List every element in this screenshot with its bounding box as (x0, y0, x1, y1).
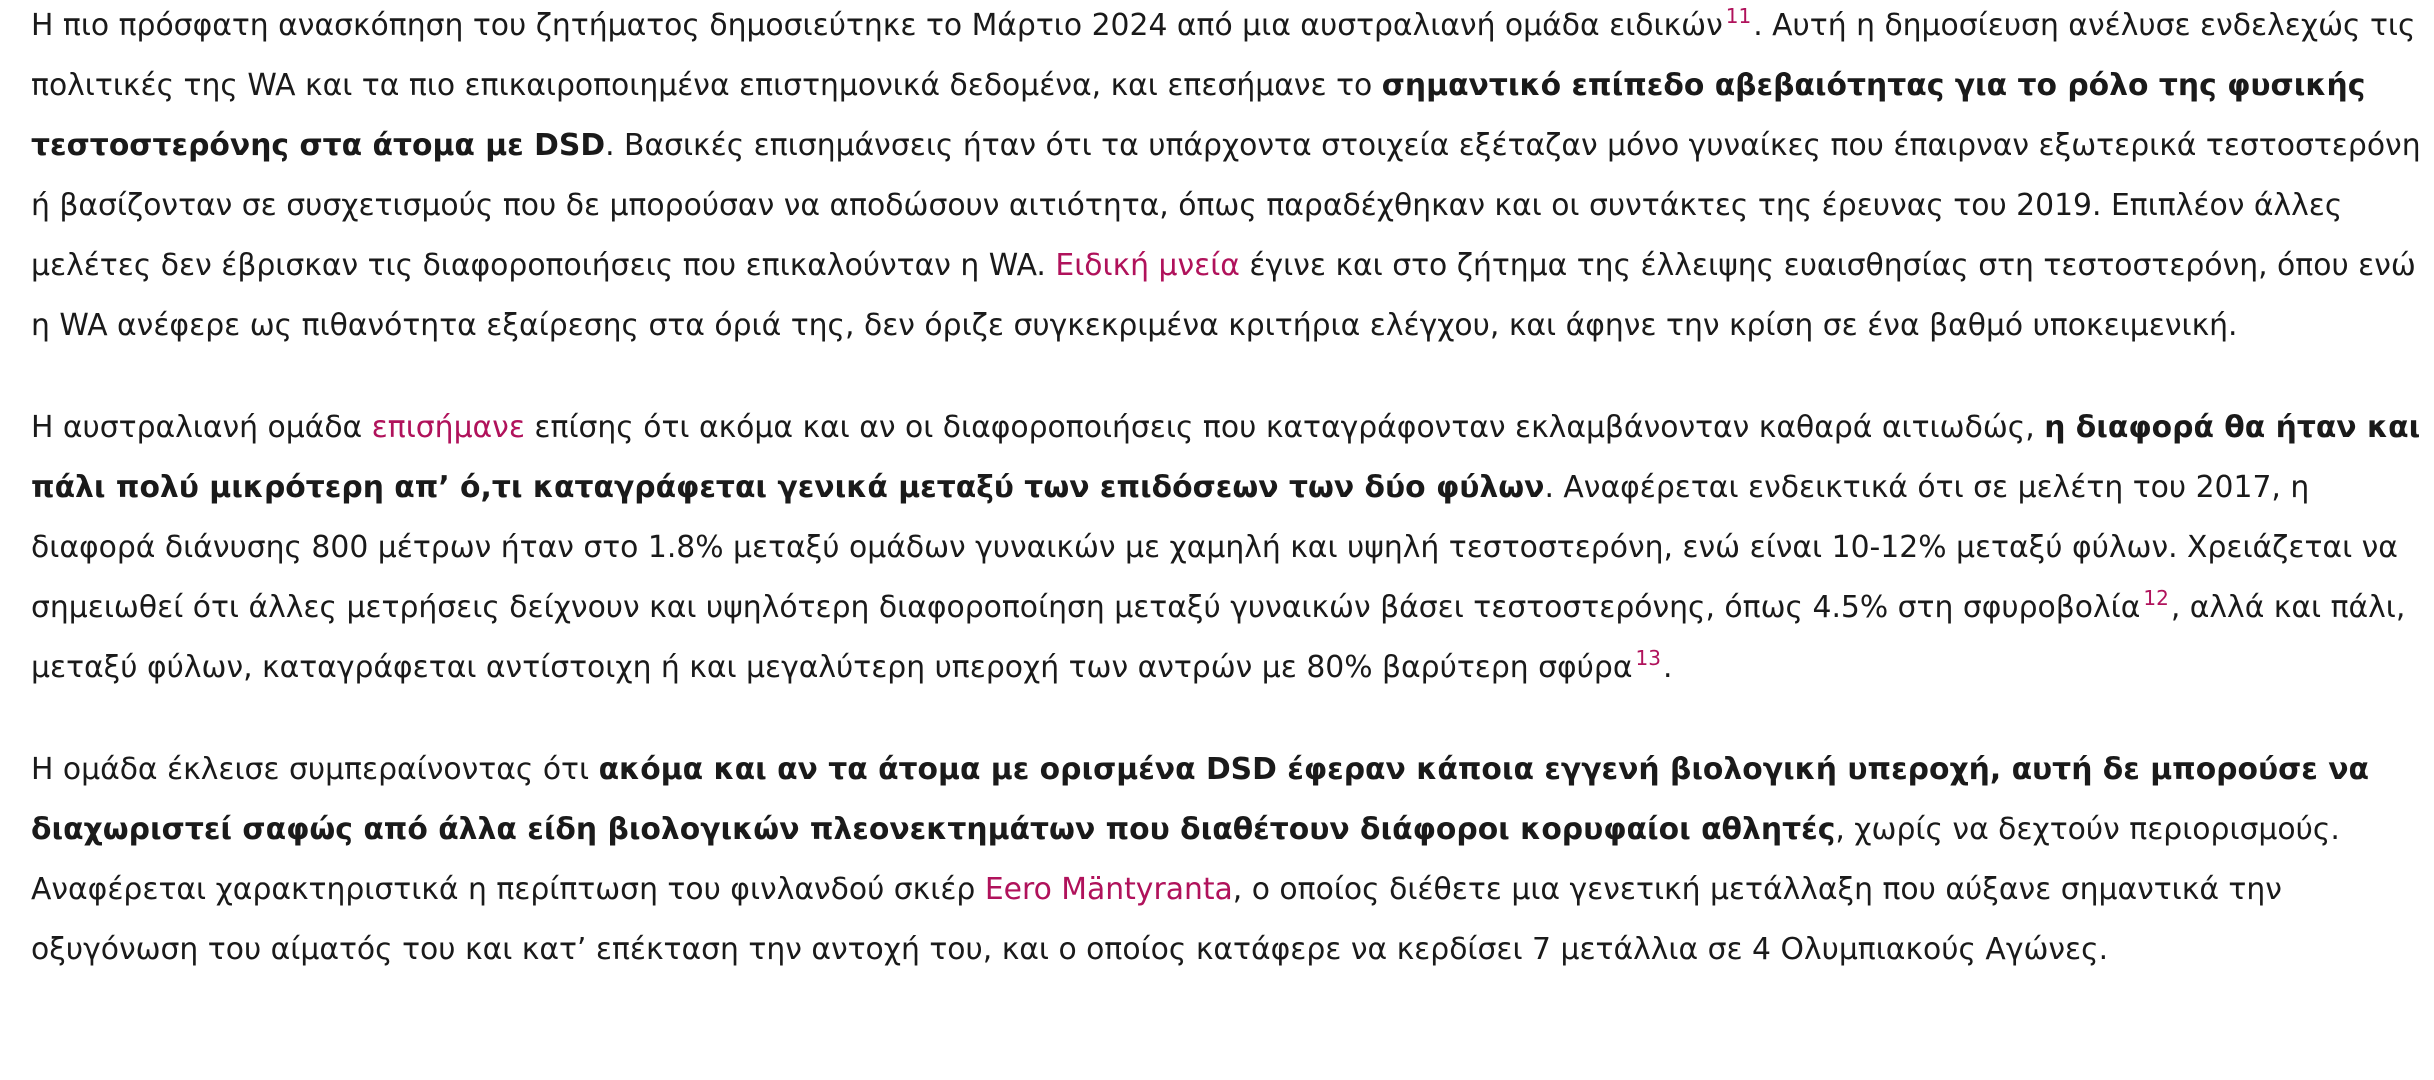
paragraph-2-text-5: . (1662, 650, 1673, 685)
footnote-link-11[interactable]: 11 (1725, 4, 1752, 28)
paragraph-2-text-1: Η αυστραλιανή ομάδα (31, 410, 372, 445)
paragraph-2-text-3: . Αναφέρεται ενδεικτικά ότι σε μελέτη του 2017, η διαφορά διάνυσης 800 μέτρων ήταν στο 1.8% μεταξύ ομάδων γυναικών με χαμηλή και υψηλή τεστοστερόνη, ενώ είναι 10-12% μεταξύ φύλων. Χρειάζεται να σημειωθεί ότι άλλες μετρήσεις δείχνουν και υψηλότερη διαφοροποίηση μεταξύ γυναικών βάσει τεστοστερόνης, όπως 4.5% στη σφυροβολία (31, 470, 2398, 625)
paragraph-3-text-2: , χωρίς να δεχτούν περιορισμούς. Αναφέρεται χαρακτηριστικά η περίπτωση του φινλανδού σκιέρ (31, 812, 2340, 907)
paragraph-1-text-2: . Αυτή η δημοσίευση ανέλυσε ενδελεχώς τις πολιτικές της WA και τα πιο επικαιροποιημένα επιστημονικά δεδομένα, και επεσήμανε το (31, 8, 2416, 103)
link-eero-mantyranta[interactable]: Eero Mäntyranta (984, 872, 1233, 907)
paragraph-1 (31, 0, 2421, 356)
paragraph-2-text-4: , αλλά και πάλι, μεταξύ φύλων, καταγράφεται αντίστοιχη ή και μεγαλύτερη υπεροχή των αντρών με 80% βαρύτερη σφύρα (31, 590, 2406, 685)
paragraph-3-text-3: , ο οποίος διέθετε μια γενετική μετάλλαξη που αύξανε σημαντικά την οξυγόνωση του αίματός του και κατ’ επέκταση την αντοχή του, και ο οποίος κατάφερε να κερδίσει 7 μετάλλια σε 4 Ολυμπιακούς Αγώνες. (31, 872, 2282, 967)
paragraph-3-text-1: Η ομάδα έκλεισε συμπεραίνοντας ότι (31, 752, 599, 787)
link-episimane[interactable]: επισήμανε (371, 410, 525, 445)
paragraph-3 (31, 740, 2421, 980)
paragraph-1-text-1: Η πιο πρόσφατη ανασκόπηση του ζητήματος δημοσιεύτηκε το Μάρτιο 2024 από μια αυστραλιανή ομάδα ειδικών (31, 8, 1723, 43)
paragraph-1-text-4: έγινε και στο ζήτημα της έλλειψης ευαισθησίας στη τεστοστερόνη, όπου ενώ η WA ανέφερε ως πιθανότητα εξαίρεσης στα όριά της, δεν όριζε συγκεκριμένα κριτήρια ελέγχου, και άφηνε την κρίση σε ένα βαθμό υποκειμενική. (31, 248, 2416, 343)
link-eidiki-mneia[interactable]: Ειδική μνεία (1055, 248, 1240, 283)
footnote-link-12[interactable]: 12 (2143, 586, 2169, 610)
footnote-ref-12[interactable] (2143, 586, 2168, 610)
paragraph-1-text-3: . Βασικές επισημάνσεις ήταν ότι τα υπάρχοντα στοιχεία εξέταζαν μόνο γυναίκες που έπαιρναν εξωτερικά τεστοστερόνη ή βασίζονταν σε συσχετισμούς που δε μπορούσαν να αποδώσουν αιτιότητα, όπως παραδέχθηκαν και οι συντάκτες της έρευνας του 2019. Επιπλέον άλλες μελέτες δεν έβρισκαν τις διαφοροποιήσεις που επικαλούνταν η WA. (31, 128, 2421, 283)
paragraph-3-bold-1: ακόμα και αν τα άτομα με ορισμένα DSD έφεραν κάποια εγγενή βιολογική υπεροχή, αυτή δε μπορούσε να διαχωριστεί σαφώς από άλλα είδη βιολογικών πλεονεκτημάτων που διαθέτουν διάφοροι κορυφαίοι αθλητές (31, 752, 2370, 847)
footnote-link-13[interactable]: 13 (1635, 646, 1661, 670)
footnote-ref-11[interactable] (1726, 4, 1751, 28)
footnote-ref-13[interactable] (1635, 646, 1660, 670)
paragraph-2-bold-1: η διαφορά θα ήταν και πάλι πολύ μικρότερη απ’ ό,τι καταγράφεται γενικά μεταξύ των επιδόσεων των δύο φύλων (31, 410, 2421, 505)
paragraph-1-bold-1: σημαντικό επίπεδο αβεβαιότητας για το ρόλο της φυσικής τεστοστερόνης στα άτομα με DSD (31, 68, 2366, 163)
paragraph-2 (31, 398, 2421, 698)
paragraph-2-text-2: επίσης ότι ακόμα και αν οι διαφοροποιήσεις που καταγράφονταν εκλαμβάνονταν καθαρά αιτιωδώς, (524, 410, 2045, 445)
article-body (31, 0, 2421, 1022)
